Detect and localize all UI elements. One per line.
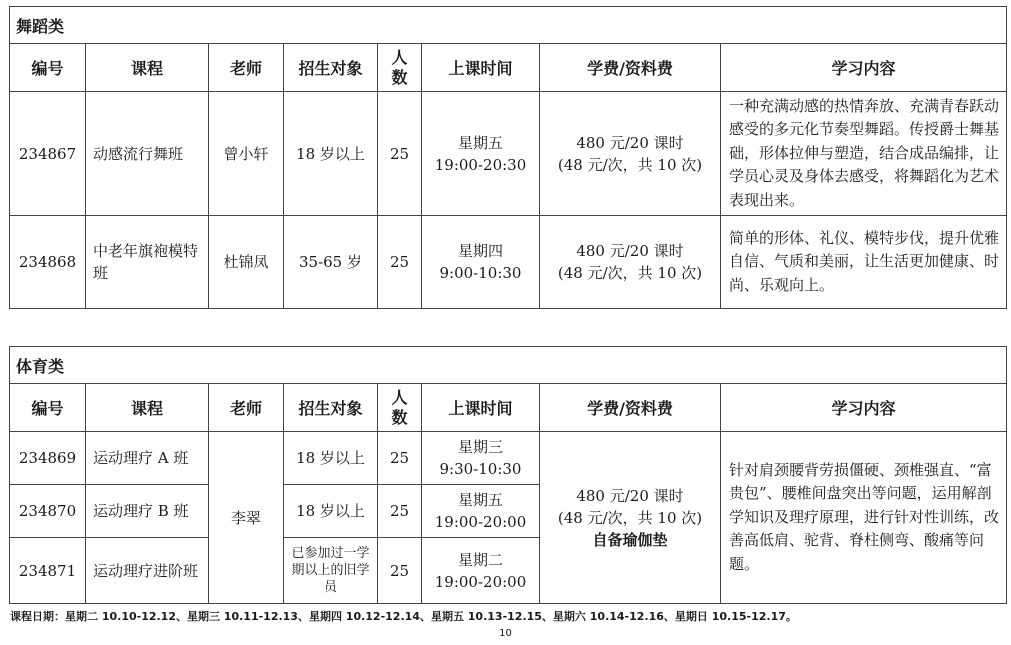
course-name: 运动理疗进阶班 — [86, 538, 209, 604]
enrollment-target: 35-65 岁 — [284, 216, 378, 309]
class-time — [422, 92, 540, 216]
class-size: 25 — [378, 538, 422, 604]
header-target: 招生对象 — [284, 384, 378, 432]
course-content: 针对肩颈腰背劳损僵硬、颈椎强直、“富贵包”、腰椎间盘突出等问题，运用解剖学知识及理疗原理，进行针对性训练，改善高低肩、驼背、脊柱侧弯、酸痛等问题。 — [721, 432, 1007, 604]
course-name: 动感流行舞班 — [86, 92, 209, 216]
class-time — [422, 432, 540, 485]
class-day: 星期三 — [457, 438, 503, 456]
header-course: 课程 — [86, 384, 209, 432]
course-id: 234868 — [10, 216, 86, 309]
course-id: 234869 — [10, 432, 86, 485]
header-count: 人数 — [378, 384, 422, 432]
course-id: 234871 — [10, 538, 86, 604]
header-fee: 学费/资料费 — [540, 44, 721, 92]
header-target: 招生对象 — [284, 44, 378, 92]
page-number: 10 — [499, 628, 512, 639]
class-time — [422, 216, 540, 309]
header-teacher: 老师 — [209, 384, 284, 432]
course-name: 中老年旗袍模特班 — [86, 216, 209, 309]
header-id: 编号 — [10, 44, 86, 92]
header-time: 上课时间 — [422, 384, 540, 432]
header-time: 上课时间 — [422, 44, 540, 92]
header-content: 学习内容 — [721, 384, 1007, 432]
header-count: 人数 — [378, 44, 422, 92]
fee — [540, 216, 721, 309]
fee-per-session: (48 元/次，共 10 次) — [557, 264, 703, 282]
fee — [540, 92, 721, 216]
course-content: 简单的形体、礼仪、模特步伐，提升优雅自信、气质和美丽，让生活更加健康、时尚、乐观向上。 — [721, 216, 1007, 309]
teacher-name: 杜锦凤 — [209, 216, 284, 309]
course-id: 234867 — [10, 92, 86, 216]
course-name: 运动理疗 B 班 — [86, 485, 209, 538]
table-header-row — [10, 44, 1007, 92]
course-name: 运动理疗 A 班 — [86, 432, 209, 485]
teacher-name: 李翠 — [209, 432, 284, 604]
fee-total: 480 元/20 课时 — [576, 133, 684, 152]
class-hours: 9:30-10:30 — [439, 460, 522, 478]
class-day: 星期五 — [457, 491, 503, 509]
fee-total: 480 元/20 课时 — [576, 242, 684, 260]
course-content: 一种充满动感的热情奔放、充满青春跃动感受的多元化节奏型舞蹈。传授爵士舞基础，形体拉伸与塑造，结合成品编排，让学员心灵及身体去感受，将舞蹈化为艺术表现出来。 — [721, 92, 1007, 216]
class-time — [422, 485, 540, 538]
enrollment-target: 已参加过一学期以上的旧学员 — [284, 538, 378, 604]
class-day: 星期四 — [457, 242, 503, 260]
header-id: 编号 — [10, 384, 86, 432]
teacher-name: 曾小轩 — [209, 92, 284, 216]
class-day: 星期二 — [457, 550, 503, 569]
header-fee: 学费/资料费 — [540, 384, 721, 432]
class-size: 25 — [378, 485, 422, 538]
class-hours: 19:00-20:30 — [434, 155, 527, 174]
class-hours: 19:00-20:00 — [434, 513, 527, 531]
class-hours: 19:00-20:00 — [434, 572, 527, 591]
table-row — [10, 92, 1007, 216]
header-teacher: 老师 — [209, 44, 284, 92]
section-title-dance: 舞蹈类 — [10, 7, 1007, 44]
header-content: 学习内容 — [721, 44, 1007, 92]
sports-course-table — [9, 346, 1007, 604]
course-dates-footnote: 课程日期：星期二 10.10-12.12、星期三 10.11-12.13、星期四 10.12-12.14、星期五 10.13-12.15、星期六 10.14-12.16、星期日 10.15-12.17。 — [10, 610, 797, 623]
enrollment-target: 18 岁以上 — [284, 432, 378, 485]
class-size: 25 — [378, 92, 422, 216]
class-day: 星期五 — [457, 133, 503, 152]
table-row — [10, 432, 1007, 485]
class-time — [422, 538, 540, 604]
enrollment-target: 18 岁以上 — [284, 92, 378, 216]
class-size: 25 — [378, 432, 422, 485]
enrollment-target: 18 岁以上 — [284, 485, 378, 538]
fee-per-session: (48 元/次，共 10 次) — [557, 508, 703, 527]
fee-note: 自备瑜伽垫 — [592, 530, 668, 549]
fee-per-session: (48 元/次，共 10 次) — [557, 155, 703, 174]
dance-course-table — [9, 6, 1007, 309]
course-id: 234870 — [10, 485, 86, 538]
class-size: 25 — [378, 216, 422, 309]
header-course: 课程 — [86, 44, 209, 92]
class-hours: 9:00-10:30 — [439, 264, 522, 282]
fee — [540, 432, 721, 604]
table-row — [10, 216, 1007, 309]
fee-total: 480 元/20 课时 — [576, 486, 684, 505]
table-header-row — [10, 384, 1007, 432]
section-title-sports: 体育类 — [10, 347, 1007, 384]
